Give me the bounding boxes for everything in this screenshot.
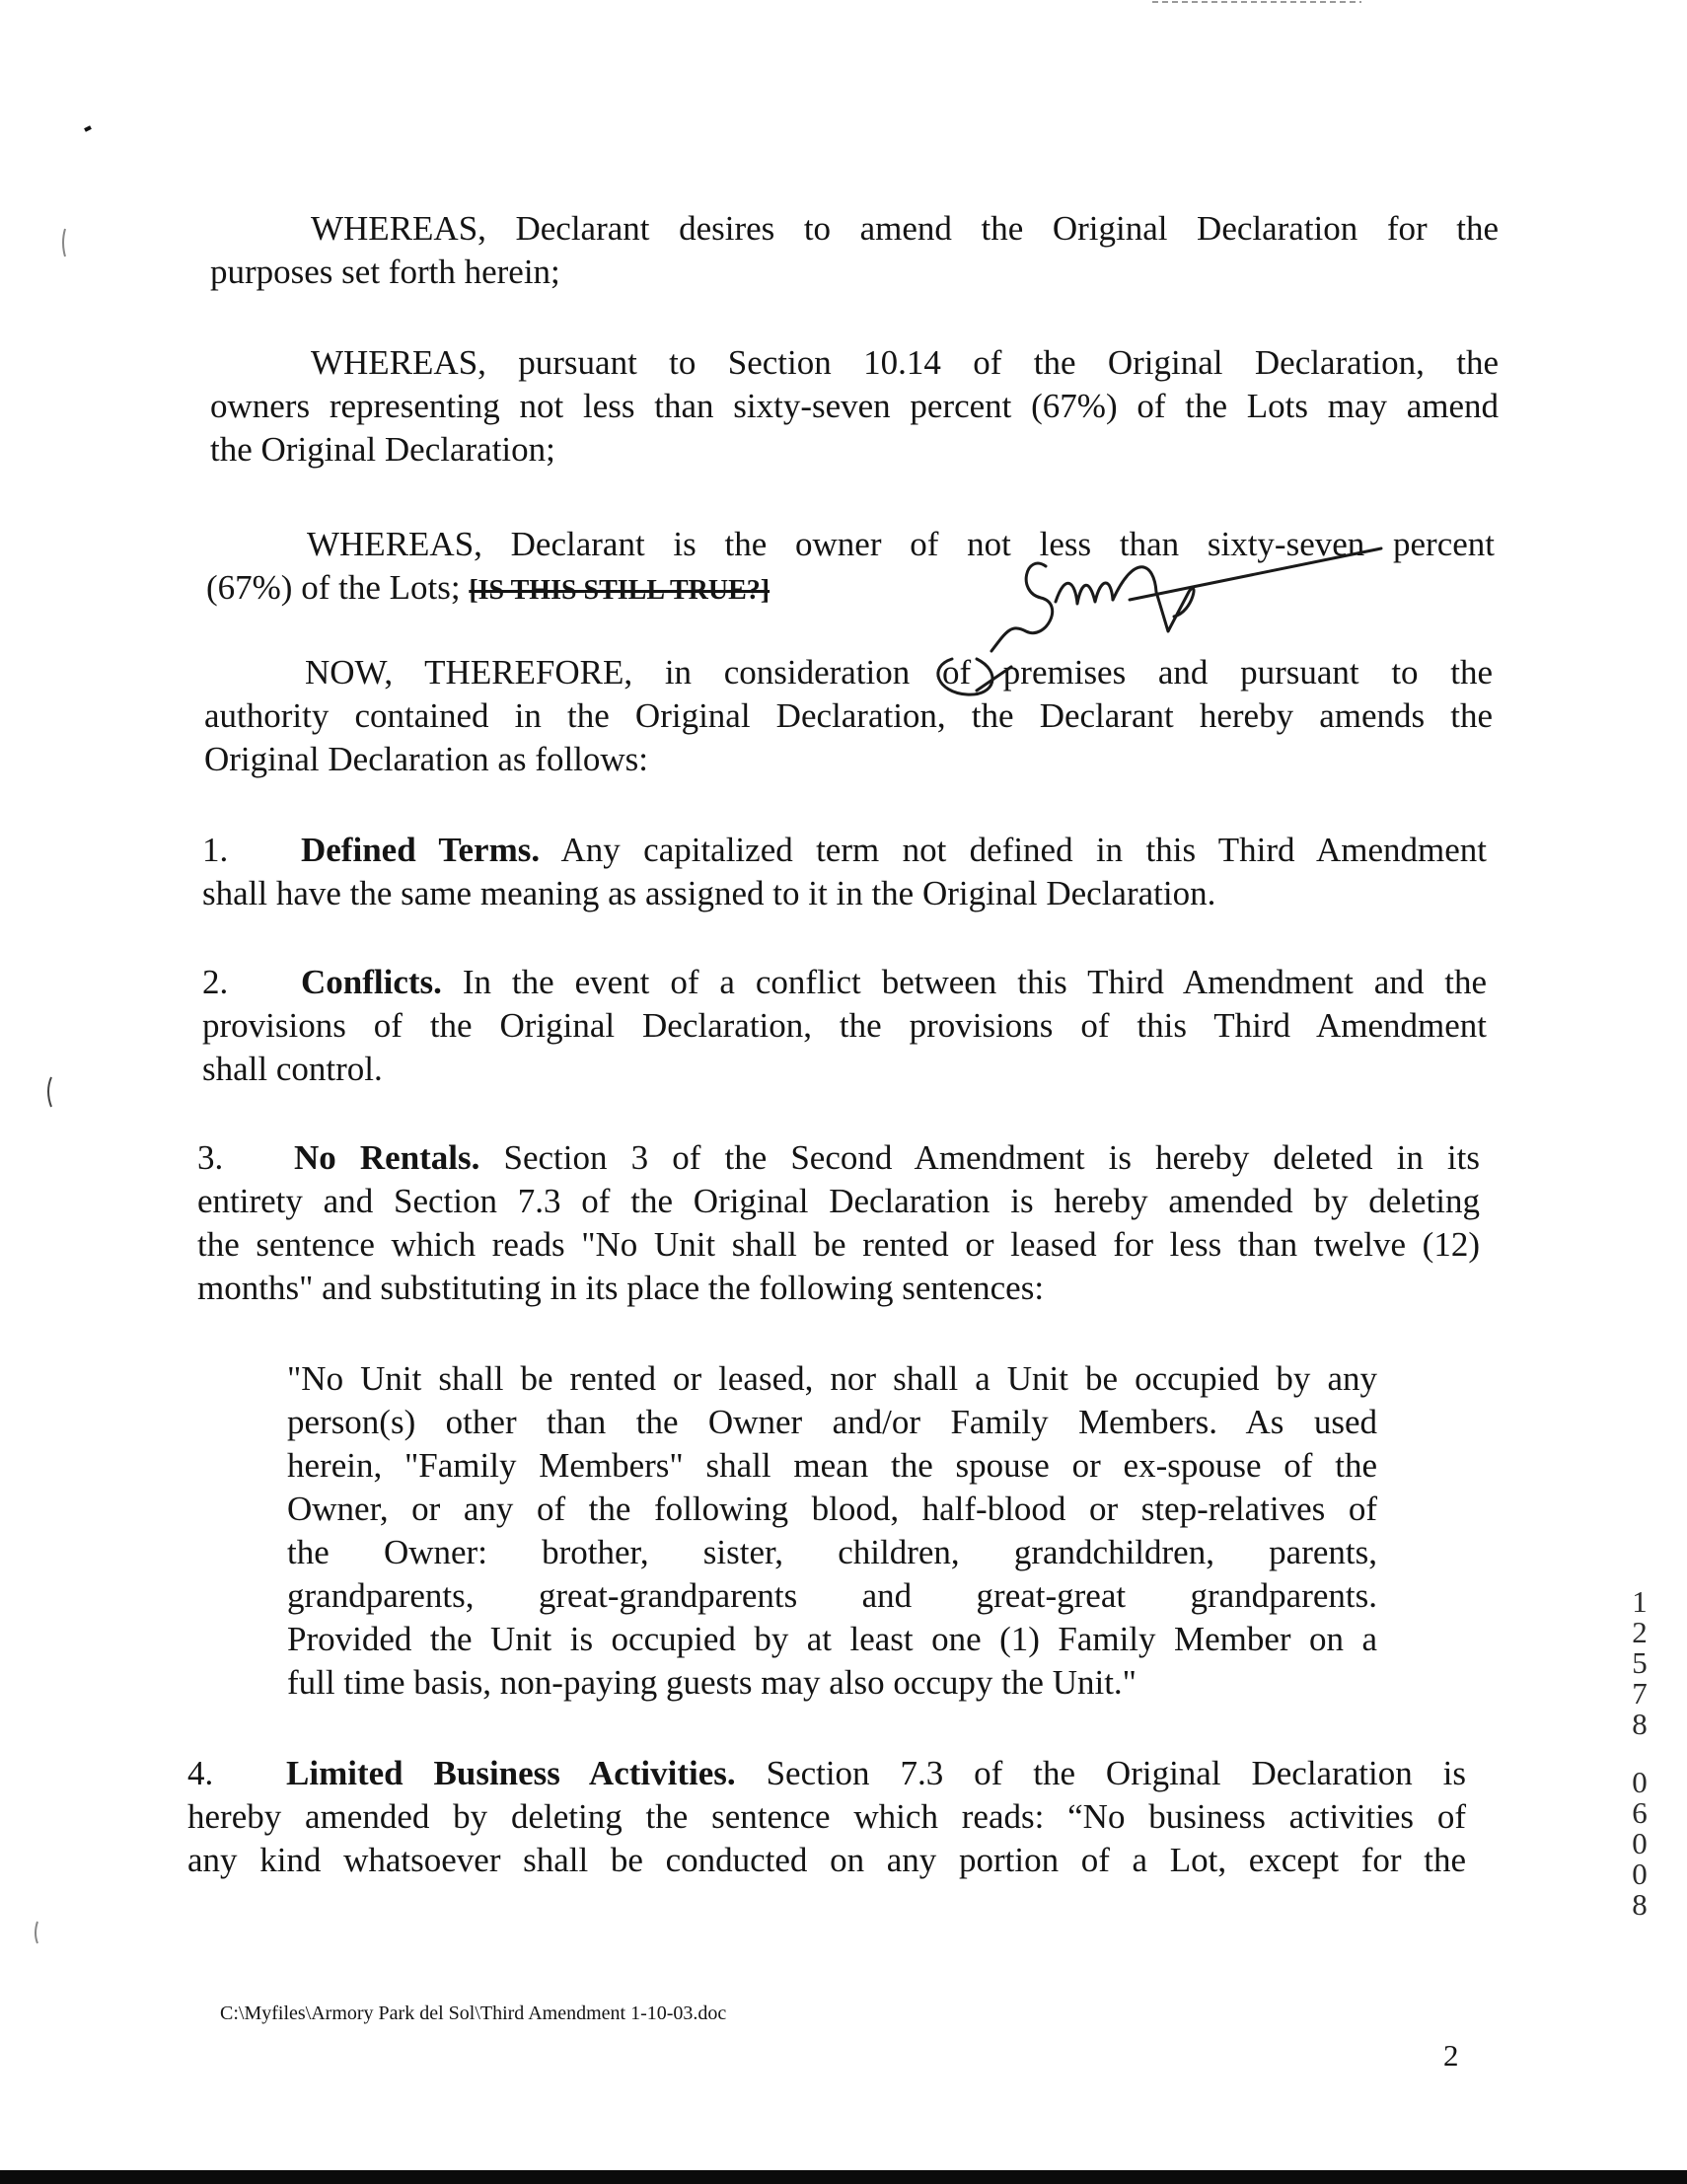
text-line: owners representing not less than sixty-seven percent (67%) of the Lots may amend (210, 387, 1499, 425)
section-heading: Limited Business Activities. (286, 1754, 736, 1792)
recital-paragraph-3 (206, 523, 1495, 613)
section-heading: No Rentals. (294, 1138, 480, 1177)
section-first-line (197, 1136, 1480, 1180)
section-number: 4. (187, 1754, 214, 1792)
text-line: provisions of the Original Declaration, the provisions of this Third Amendment (202, 1006, 1487, 1045)
quote-line: full time basis, non-paying guests may also occupy the Unit." (287, 1663, 1137, 1702)
stamp-digit: 2 (1632, 1615, 1648, 1649)
text-line: the sentence which reads "No Unit shall be rented or leased for less than twelve (12) (197, 1225, 1480, 1264)
quote-line: "No Unit shall be rented or leased, nor shall a Unit be occupied by any (287, 1359, 1377, 1398)
footer-file-path: C:\Myfiles\Armory Park del Sol\Third Amendment 1-10-03.doc (220, 2002, 727, 2024)
section-first-line (187, 1752, 1466, 1795)
page-number: 2 (1443, 2038, 1459, 2073)
text-line: shall control. (202, 1050, 383, 1088)
quote-line: grandparents, great-grandparents and great-great grandparents. (287, 1576, 1377, 1615)
text-line: hereby amended by deleting the sentence which reads: “No business activities of (187, 1797, 1466, 1836)
stamp-digit: 8 (1632, 1887, 1648, 1922)
text-line: authority contained in the Original Declaration, the Declarant hereby amends the (204, 696, 1493, 735)
stamp-digit: 6 (1632, 1795, 1648, 1830)
section-text: Section 7.3 of the Original Declaration is (766, 1754, 1466, 1792)
section-heading: Conflicts. (301, 963, 442, 1001)
stamp-digit: 8 (1632, 1707, 1648, 1741)
text-line: WHEREAS, Declarant desires to amend the Original Declaration for the (311, 209, 1499, 248)
recording-stamp (1623, 1586, 1656, 1920)
quoted-amendment-text (287, 1357, 1377, 1705)
section-text: Section 3 of the Second Amendment is hereby deleted in its (503, 1138, 1480, 1177)
section-heading: Defined Terms. (301, 831, 541, 869)
stamp-digit: 1 (1632, 1584, 1648, 1619)
quote-line: herein, "Family Members" shall mean the spouse or ex-spouse of the (287, 1446, 1377, 1485)
section-first-line (202, 829, 1487, 872)
section-number: 3. (197, 1138, 224, 1177)
section-text: Any capitalized term not defined in this Third Amendment (560, 831, 1487, 869)
text-line: months" and substituting in its place the following sentences: (197, 1269, 1045, 1307)
quote-line: person(s) other than the Owner and/or Family Members. As used (287, 1403, 1377, 1441)
stamp-digit: 7 (1632, 1676, 1648, 1711)
text-line: shall have the same meaning as assigned to it in the Original Declaration. (202, 874, 1216, 912)
section-number: 1. (202, 831, 229, 869)
text-line: WHEREAS, pursuant to Section 10.14 of the Original Declaration, the (311, 343, 1499, 382)
stamp-digit: 0 (1632, 1765, 1648, 1799)
section-no-rentals (197, 1136, 1480, 1310)
quote-line: the Owner: brother, sister, children, grandchildren, parents, (287, 1533, 1377, 1571)
text-line: purposes set forth herein; (210, 253, 560, 291)
recital-paragraph-1 (210, 207, 1499, 294)
section-number: 2. (202, 963, 229, 1001)
section-defined-terms (202, 829, 1487, 915)
struck-note: [IS THIS STILL TRUE?] (469, 575, 770, 606)
stamp-gap (1623, 1739, 1656, 1767)
text-line-content: (67%) of the Lots; (206, 568, 461, 607)
section-limited-business (187, 1752, 1466, 1882)
recital-paragraph-4 (204, 651, 1493, 781)
recital-paragraph-2 (210, 341, 1499, 472)
text-line: Original Declaration as follows: (204, 740, 649, 778)
text-line: WHEREAS, Declarant is the owner of not less than sixty-seven percent (307, 525, 1495, 563)
section-text: In the event of a conflict between this Third Amendment and the (462, 963, 1488, 1001)
text-line: NOW, THEREFORE, in consideration of premises and pursuant to the (305, 653, 1493, 692)
quote-line: Owner, or any of the following blood, half-blood or step-relatives of (287, 1490, 1377, 1528)
quote-line: Provided the Unit is occupied by at least one (1) Family Member on a (287, 1620, 1377, 1658)
text-line: entirety and Section 7.3 of the Original Declaration is hereby amended by deleting (197, 1182, 1480, 1220)
stamp-digit: 0 (1632, 1826, 1648, 1860)
stamp-digit: 0 (1632, 1856, 1648, 1891)
text-line: the Original Declaration; (210, 430, 555, 469)
section-first-line (202, 961, 1487, 1004)
text-line: any kind whatsoever shall be conducted on any portion of a Lot, except for the (187, 1841, 1466, 1879)
stamp-digit: 5 (1632, 1645, 1648, 1680)
section-conflicts (202, 961, 1487, 1091)
text-line (206, 566, 1495, 613)
